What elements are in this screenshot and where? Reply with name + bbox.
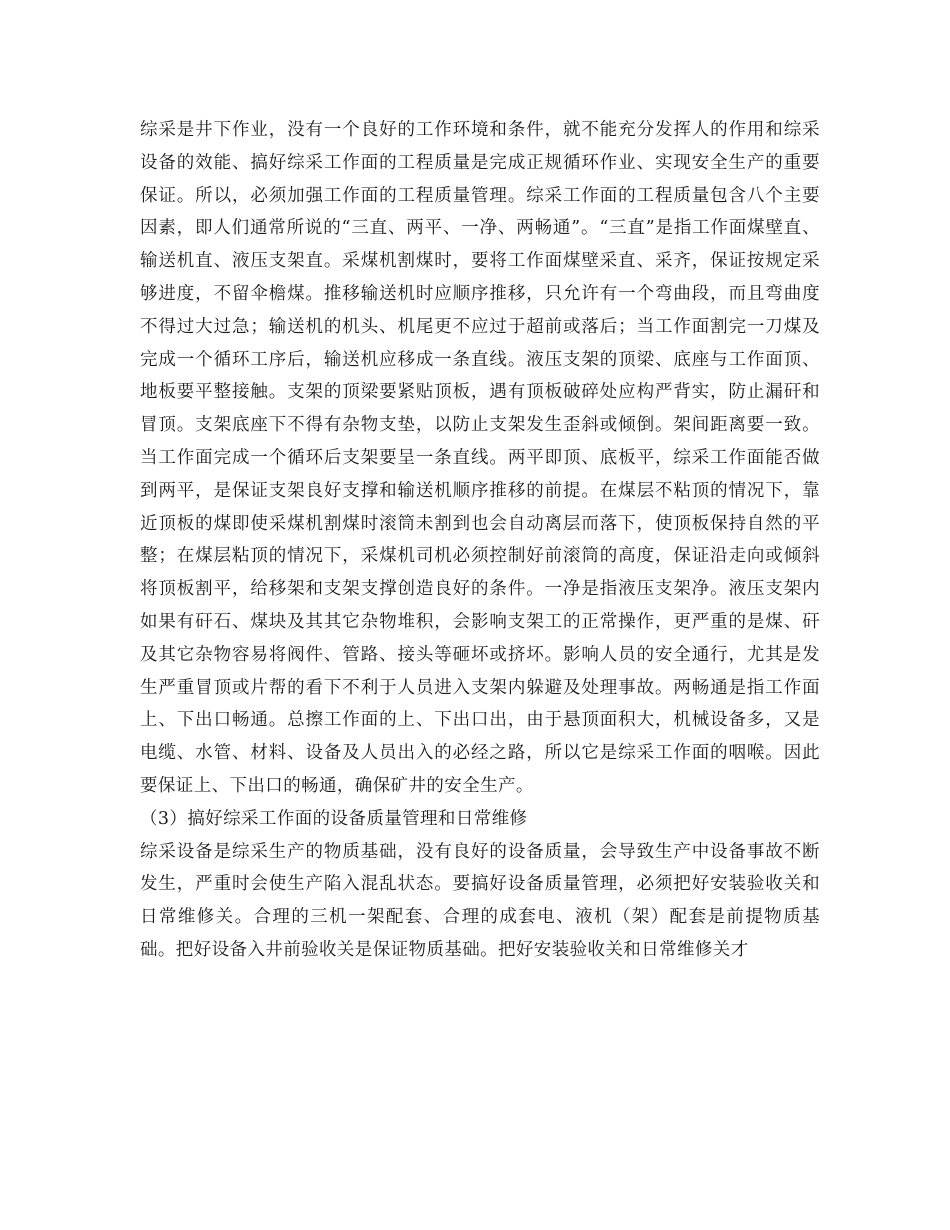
document-body bbox=[140, 114, 820, 967]
section-heading: （3）搞好综采工作面的设备质量管理和日常维修 bbox=[140, 808, 528, 829]
body-paragraph: 综采设备是综采生产的物质基础，没有良好的设备质量，会导致生产中设备事故不断发生，严重时会使生产陷入混乱状态。要搞好设备质量管理，必须把好安装验收关和日常维修关。合理的三机一架配套、合理的成套电、液机（架）配套是前提物质基础。把好设备入井前验收关是保证物质基础。把好安装验收关和日常维修关才 bbox=[140, 841, 820, 960]
body-paragraph: 综采是井下作业，没有一个良好的工作环境和条件，就不能充分发挥人的作用和综采设备的效能、搞好综采工作面的工程质量是完成正规循环作业、实现安全生产的重要保证。所以，必须加强工作面的工程质量管理。综采工作面的工程质量包含八个主要因素，即人们通常所说的“三直、两平、一净、两畅通”。“三直”是指工作面煤壁直、输送机直、液压支架直。采煤机割煤时，要将工作面煤壁采直、采齐，保证按规定采够进度，不留伞檐煤。推移输送机时应顺序推移，只允许有一个弯曲段，而且弯曲度不得过大过急；输送机的机头、机尾更不应过于超前或落后；当工作面割完一刀煤及完成一个循环工序后，输送机应移成一条直线。液压支架的顶梁、底座与工作面顶、地板要平整接触。支架的顶梁要紧贴顶板，遇有顶板破碎处应构严背实，防止漏矸和冒顶。支架底座下不得有杂物支垫，以防止支架发生歪斜或倾倒。架间距离要一致。当工作面完成一个循环后支架要呈一条直线。两平即顶、底板平，综采工作面能否做到两平，是保证支架良好支撑和输送机顺序推移的前提。在煤层不粘顶的情况下，靠近顶板的煤即使采煤机割煤时滚筒未割到也会自动离层而落下，使顶板保持自然的平整；在煤层粘顶的情况下，采煤机司机必须控制好前滚筒的高度，保证沿走向或倾斜将顶板割平，给移架和支架支撑创造良好的条件。一净是指液压支架净。液压支架内如果有矸石、煤块及其其它杂物堆积，会影响支架工的正常操作，更严重的是煤、矸及其它杂物容易将阀件、管路、接头等砸坏或挤坏。影响人员的安全通行，尤其是发生严重冒顶或片帮的看下不利于人员进入支架内躲避及处理事故。两畅通是指工作面上、下出口畅通。总擦工作面的上、下出口出，由于悬顶面积大，机械设备多，又是电缆、水管、材料、设备及人员出入的必经之路，所以它是综采工作面的咽喉。因此要保证上、下出口的畅通，确保矿井的安全生产。 bbox=[140, 120, 820, 796]
